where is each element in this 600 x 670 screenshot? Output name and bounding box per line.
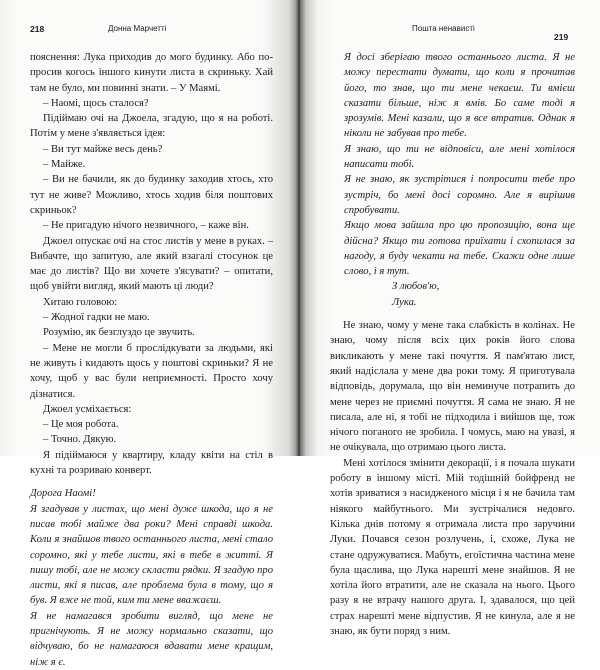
letter-excerpt-right	[330, 50, 575, 310]
letter-paragraph: Я не знаю, як зустрітися і попросити тебе про зустріч, бо мені досі соромно. Але я вирішив спробувати.	[344, 174, 575, 216]
left-page	[0, 0, 298, 668]
paragraph: Мені хотілося змінити декорації, і я почала шукати роботу в іншому місті. Мій тодішній бойфренд не хотів зриватися з насидженого місця і я не бачила там ніякого майбутнього. Ми зустрічалися недовго. Кілька днів потому я отримала листа про заручини Луки. Почався сезон розлучень, і, схоже, Лука не стане одружуватися. Мабуть, егоїстична частина мене була щаслива, що Лука нарешті мене знайшов. Я не хотіла його втратити, але не сказала на нього. Цього разу я не втрачу нашого друга. І, здавалося, що цей страх нарешті мене відпустив. Я не кинула, але я не знаю, як бути поряд з ним.	[330, 457, 575, 637]
left-running-head: Донна Марчетті	[108, 24, 167, 33]
paragraph: – Не пригадую нічого незвичного, – каже він.	[43, 220, 249, 232]
right-running-head: Пошта ненависті	[412, 24, 475, 33]
right-page	[300, 0, 600, 637]
letter-closing: З любов'ю,	[392, 281, 440, 293]
paragraph: – Мене не могли б прослідкувати за людьми, які не живуть і кидають щось у поштові скриньки? Я не хочу, щоб у вас були неприємності. Просто хочу дізнатися.	[30, 342, 273, 400]
paragraph: Не знаю, чому у мене така слабкість в колінах. Не знаю, чому після всіх цих років його слова викликають у мене такі почуття. Я пам'ятаю лист, який надіслала у мене два роки тому. Я приготувала відповідь, дорумала, що він неминуче потрапить до мене через не приємні почуття. Я сама не знаю. Я не писала, але ні, я тобі не підходила і вийшов ще, тож нічого поганого не зробила. І чомусь, маю на увазі, я не очікувала, що отримаю цього листа.	[330, 320, 575, 454]
right-page-number: 219	[554, 32, 569, 42]
letter-paragraph: Якщо мова зайшла про цю пропозицію, вона ще дійсна? Якщо ти готова приїхати і схопилася за нагоду, я буду чекати на тебе. Скажи одне лише слово, і я тут.	[344, 220, 575, 278]
paragraph: Хитаю головою:	[43, 296, 118, 308]
letter-paragraph: Я згадував у листах, що мені дуже шкода, що я не писав тобі майже два роки? Мені справді шкода. Коли я знайшов твого останнього листа, мені стало соромно, які у тебе листи, які в тебе в житті. Я пишу тобі, але не можу скласти рядки. Я згадую про листи, які я писав, але проблема була в тому, що я був. Я вже не той, ким ти мене вважаєш.	[30, 503, 273, 607]
left-page-number: 218	[30, 24, 45, 34]
paragraph: – Ви не бачили, як до будинку заходив хтось, хто тут не живе? Можливо, хтось ходив біля поштових скриньок?	[30, 174, 273, 216]
paragraph: Джоел усміхається:	[43, 403, 132, 415]
letter-excerpt-left	[30, 486, 273, 670]
paragraph: Я підіймаюся у квартиру, кладу квіти на стіл в кухні та розриваю конверт.	[30, 449, 273, 477]
letter-signature: Лука.	[392, 296, 417, 308]
paragraph: Розумію, як безглуздо це звучить.	[43, 327, 195, 339]
right-page-body	[330, 50, 575, 639]
paragraph: пояснення: Лука приходив до мого будинку. Або попросив когось іншого кинути листа в скриньку. Хай там не було, ми повинні знати. – У Маямі.	[30, 52, 273, 94]
paragraph: – Це моя робота.	[43, 419, 119, 431]
paragraph: Підіймаю очі на Джоела, згадую, що я на роботі. Потім у мене з'являється ідея:	[30, 113, 273, 140]
letter-paragraph: Я знаю, що ти не відповіси, але мені хотілося написати тобі.	[344, 143, 575, 171]
letter-paragraph: Я не намагався зробити вигляд, що мене не пригнічують. Я не можу нормально сказати, що відчуваю, бо не намагаюся вдавати мене кращим, ніж я є.	[30, 610, 273, 668]
paragraph: Джоел опускає очі на стос листів у мене в руках. – Вибачте, що запитую, але який взагалі стосунок це має до листів? Що ви хочете з'ясувати? – опитати, щоб увійти вигляд, який мають ці люди?	[30, 235, 273, 293]
letter-paragraph: Я досі зберігаю твого останнього листа. Я не можу перестати думати, що коли я прочитав його, то знав, що ти мене чекаєш. Ти вмієш сказати більше, ніж я вмів. Бо саме тоді я зрозумів. Мені казали, що я все втратив. Однак я ніколи не забував про тебе.	[344, 52, 575, 140]
paragraph: – Жодної гадки не маю.	[43, 312, 150, 324]
paragraph: – Ви тут майже весь день?	[43, 143, 163, 155]
paragraph: – Наомі, щось сталося?	[43, 97, 149, 109]
paragraph: – Точно. Дякую.	[43, 434, 117, 446]
paragraph: – Майже.	[43, 159, 86, 171]
letter-salutation: Дорога Наомі!	[30, 488, 96, 500]
left-page-body	[30, 50, 273, 670]
